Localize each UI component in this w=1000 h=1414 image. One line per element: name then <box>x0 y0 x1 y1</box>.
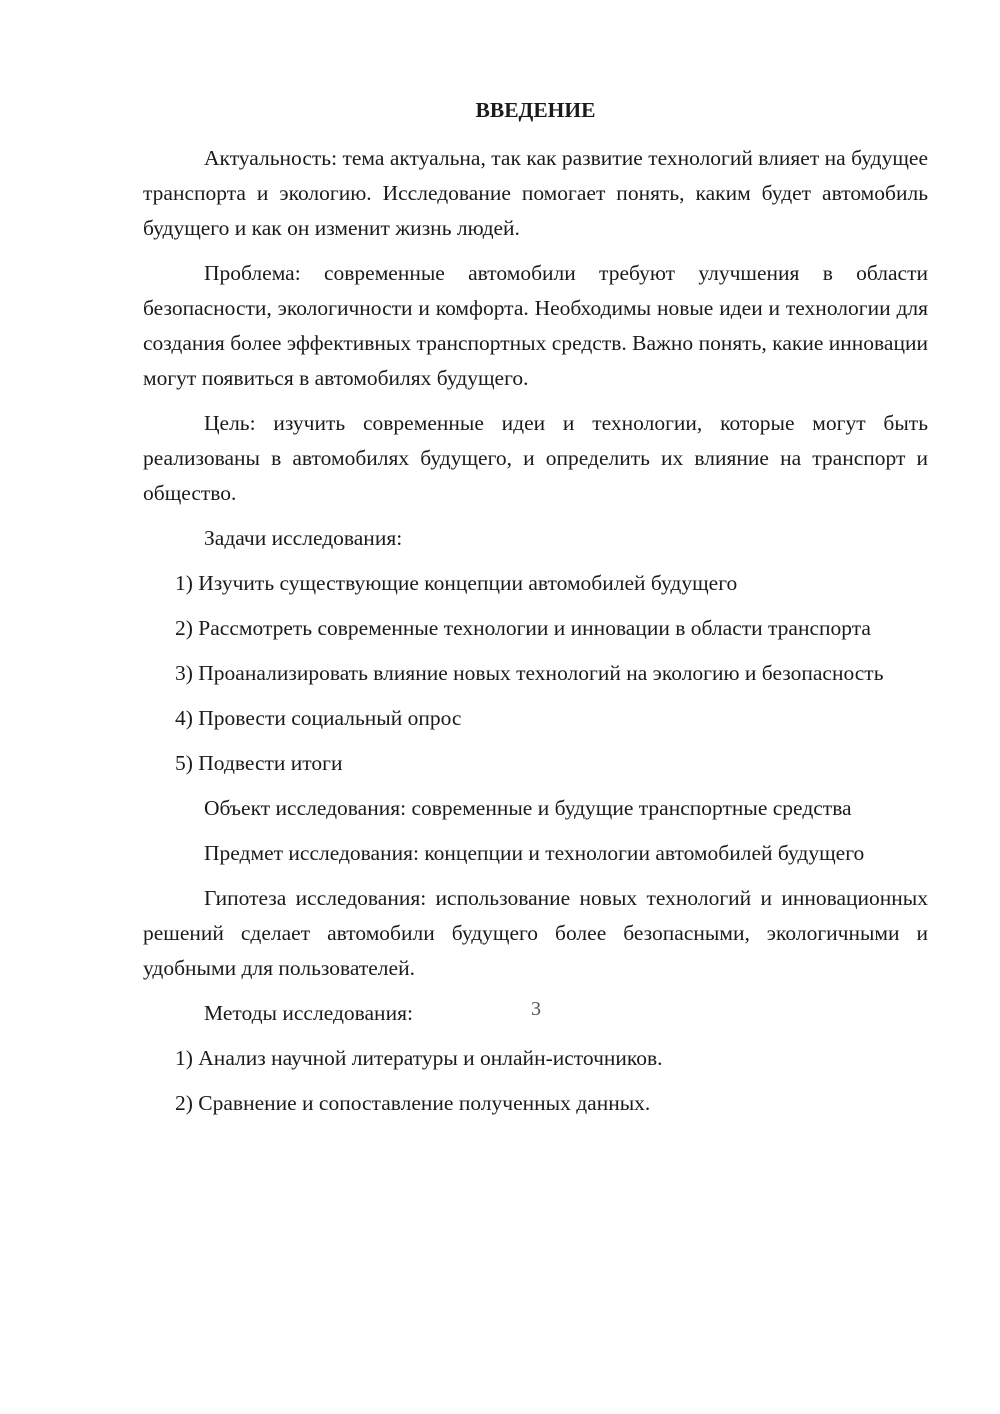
hypothesis-paragraph: Гипотеза исследования: использование новых технологий и инновационных решений сделает автомобили будущего более безопасными, экологичными и удобными для пользователей. <box>143 886 928 980</box>
page-title: ВВЕДЕНИЕ <box>475 98 596 122</box>
task-item: 1) Изучить существующие концепции автомобилей будущего <box>175 571 738 595</box>
object-paragraph: Объект исследования: современные и будущие транспортные средства <box>204 796 852 820</box>
methods-heading: Методы исследования: <box>204 1001 413 1025</box>
tasks-heading: Задачи исследования: <box>204 526 403 550</box>
subject-paragraph: Предмет исследования: концепции и технологии автомобилей будущего <box>204 841 865 865</box>
page-number: 3 <box>531 998 541 1020</box>
relevance-paragraph: Актуальность: тема актуальна, так как развитие технологий влияет на будущее транспорта и экологию. Исследование помогает понять, каким будет автомобиль будущего и как он изменит жизнь людей. <box>143 146 928 240</box>
method-item: 1) Анализ научной литературы и онлайн-источников. <box>175 1046 663 1070</box>
method-item: 2) Сравнение и сопоставление полученных данных. <box>175 1091 651 1115</box>
task-item: 4) Провести социальный опрос <box>175 706 462 730</box>
problem-paragraph: Проблема: современные автомобили требуют улучшения в области безопасности, экологичности и комфорта. Необходимы новые идеи и технологии для создания более эффективных транспортных средств. Важно понять, какие инновации могут появиться в автомобилях будущего. <box>143 261 928 390</box>
goal-paragraph: Цель: изучить современные идеи и технологии, которые могут быть реализованы в автомобилях будущего, и определить их влияние на транспорт и общество. <box>143 411 928 505</box>
page-content <box>143 93 928 1121</box>
task-item: 5) Подвести итоги <box>175 751 343 775</box>
task-item: 3) Проанализировать влияние новых технологий на экологию и безопасность <box>175 661 884 685</box>
task-item: 2) Рассмотреть современные технологии и инновации в области транспорта <box>175 616 871 640</box>
